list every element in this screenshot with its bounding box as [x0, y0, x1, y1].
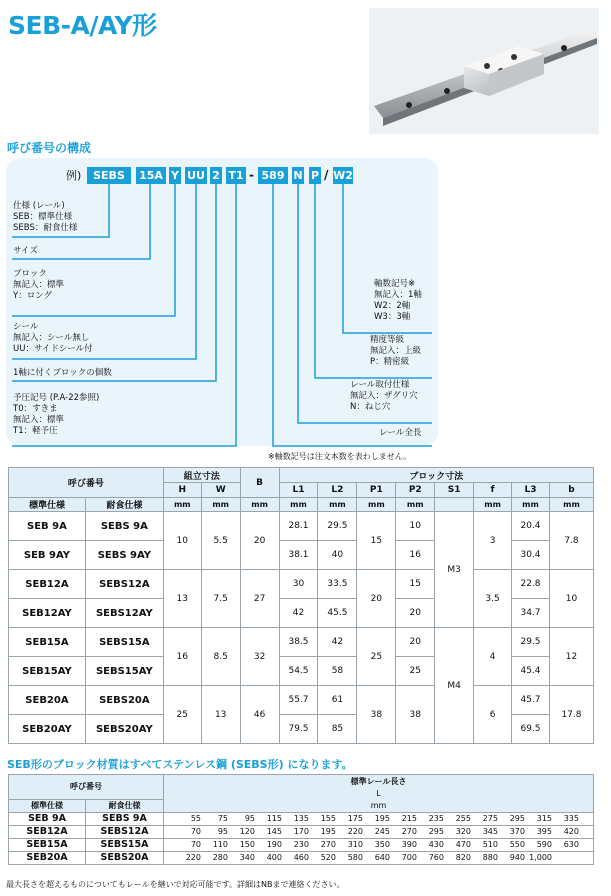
rail-spec-cor: SEBS：耐食仕様 [13, 223, 78, 233]
cell-L2: 58 [318, 657, 357, 686]
cell-L2: 29.5 [318, 512, 357, 541]
rail-length-value: 1,000 [529, 853, 552, 862]
rail-length-value: 195 [320, 827, 336, 836]
header-S1: S1 [435, 483, 474, 498]
len-cor-model: SEBS 9A [86, 812, 164, 825]
cell-P2: 20 [396, 599, 435, 628]
rail-length-value: 370 [509, 827, 525, 836]
section-title-designation: 呼び番号の構成 [7, 141, 92, 155]
len-header-call-no: 呼び番号 [9, 775, 164, 800]
rail-length-value: 75 [217, 814, 228, 823]
rail-length-value: 310 [347, 840, 363, 849]
accuracy-title: 精度等級 [370, 335, 405, 345]
header-f: f [474, 483, 512, 498]
cell-L1: 30 [279, 570, 318, 599]
section-title-material: SEB形のブロック材質はすべてステンレス鋼 (SEBS形) になります。 [7, 758, 353, 771]
std-model: SEB20A [9, 686, 86, 715]
cell-L3: 45.7 [512, 686, 550, 715]
len-std-model: SEB20A [9, 851, 86, 864]
len-header-cor: 耐食仕様 [86, 799, 164, 812]
rail-length-value: 195 [374, 814, 390, 823]
axis-3: W3：3軸 [374, 312, 411, 322]
header-b: b [549, 483, 593, 498]
cell-P2: 15 [396, 570, 435, 599]
unit: mm [240, 498, 279, 512]
len-values [164, 825, 594, 838]
cell-H: 25 [163, 686, 201, 744]
header-L3: L3 [512, 483, 550, 498]
rail-length-value: 460 [293, 853, 309, 862]
preload-t1: T1：軽予圧 [13, 426, 58, 436]
unit-blank [435, 498, 474, 512]
cell-L1: 79.5 [279, 715, 318, 744]
cell-L1: 42 [279, 599, 318, 628]
unit: mm [163, 498, 201, 512]
blocks-per-axis-label: 1軸に付くブロックの個数 [13, 368, 112, 378]
rail-length-value: 110 [212, 840, 228, 849]
accuracy-precision: P：精密級 [370, 357, 410, 367]
rail-length-value: 940 [509, 853, 525, 862]
rail-length-value: 340 [239, 853, 255, 862]
rail-length-value: 120 [239, 827, 255, 836]
std-model: SEB15AY [9, 657, 86, 686]
cell-L1: 28.1 [279, 512, 318, 541]
code-series: SEBS [87, 167, 131, 184]
rail-length-value: 350 [374, 840, 390, 849]
code-rail-length: 589 [258, 167, 288, 184]
header-W: W [201, 483, 240, 498]
cell-P2: 38 [396, 686, 435, 744]
cell-P2: 16 [396, 541, 435, 570]
cor-model: SEBS20A [85, 686, 163, 715]
cor-model: SEBS12A [85, 570, 163, 599]
rail-length-value: 335 [563, 814, 579, 823]
block-std: 無記入：標準 [13, 280, 65, 290]
rail-length-value: 880 [482, 853, 498, 862]
code-block-count: 2 [210, 167, 222, 184]
len-std-model: SEB 9A [9, 812, 86, 825]
rail-length-value: 70 [190, 827, 201, 836]
rail-length-value: 470 [455, 840, 471, 849]
rail-length-table [8, 774, 594, 865]
rail-length-value: 220 [185, 853, 201, 862]
axis-note: ※軸数記号は注文本数を表わしません。 [268, 452, 412, 461]
cell-L2: 33.5 [318, 570, 357, 599]
code-accuracy: P [310, 169, 320, 182]
code-seal: UU [185, 167, 207, 184]
bottom-note: 最大長さを超えるものについてもレールを継いで対応可能です。詳細はNBまで連絡ください。 [6, 880, 345, 889]
unit: mm [512, 498, 550, 512]
rail-length-value: 170 [293, 827, 309, 836]
preload-title: 予圧記号 (P.A-22参照) [13, 393, 100, 403]
rail-length-value: 270 [401, 827, 417, 836]
cell-L3: 22.8 [512, 570, 550, 599]
len-std-model: SEB15A [9, 838, 86, 851]
len-header-title: 標準レール長さ [164, 775, 594, 788]
rail-length-value: 510 [482, 840, 498, 849]
len-header-symbol: L [164, 787, 594, 799]
rail-length-label: レール全長 [379, 428, 422, 438]
header-P2: P2 [396, 483, 435, 498]
unit: mm [357, 498, 396, 512]
cell-f: 3 [474, 512, 512, 570]
cell-P2: 10 [396, 512, 435, 541]
rail-length-value: 145 [266, 827, 282, 836]
cell-W: 7.5 [201, 570, 240, 628]
cell-S1: M4 [435, 628, 474, 744]
axis-title: 軸数記号※ [374, 279, 416, 289]
cell-W: 5.5 [201, 512, 240, 570]
rail-length-value: 95 [217, 827, 228, 836]
cell-H: 13 [163, 570, 201, 628]
cell-P1: 25 [357, 628, 396, 686]
cor-model: SEBS20AY [85, 715, 163, 744]
len-std-model: SEB12A [9, 825, 86, 838]
header-H: H [163, 483, 201, 498]
cell-f: 4 [474, 628, 512, 686]
code-separator-slash: / [324, 168, 329, 182]
rail-length-value: 295 [428, 827, 444, 836]
seal-title: シール [13, 322, 39, 332]
cell-P2: 20 [396, 628, 435, 657]
cell-L2: 45.5 [318, 599, 357, 628]
len-values [164, 851, 594, 864]
unit: mm [474, 498, 512, 512]
rail-length-value: 430 [428, 840, 444, 849]
rail-mount-counterbore: 無記入：ザグリ穴 [350, 391, 418, 401]
cell-b: 12 [549, 628, 593, 686]
header-std: 標準仕様 [9, 498, 86, 512]
rail-length-value: 150 [239, 840, 255, 849]
rail-length-value: 135 [293, 814, 309, 823]
cell-L3: 34.7 [512, 599, 550, 628]
cor-model: SEBS 9A [85, 512, 163, 541]
preload-std: 無記入：標準 [13, 415, 65, 425]
header-B: B [240, 468, 279, 498]
cell-L3: 69.5 [512, 715, 550, 744]
rail-mount-title: レール取付仕様 [350, 380, 410, 390]
rail-length-value: 760 [428, 853, 444, 862]
cell-L3: 30.4 [512, 541, 550, 570]
rail-length-value: 420 [563, 827, 579, 836]
example-prefix: 例) [66, 169, 82, 182]
dimension-table [8, 467, 594, 744]
len-header-unit: mm [164, 799, 594, 812]
code-rail-mount: N [293, 169, 303, 182]
seal-uu: UU：サイドシール付 [13, 344, 93, 354]
cell-W: 8.5 [201, 628, 240, 686]
rail-length-value: 640 [374, 853, 390, 862]
rail-length-value: 630 [563, 840, 579, 849]
header-P1: P1 [357, 483, 396, 498]
cell-L3: 45.4 [512, 657, 550, 686]
cell-P1: 38 [357, 686, 396, 744]
cell-W: 13 [201, 686, 240, 744]
code-preload: T1 [226, 167, 246, 184]
cell-L2: 42 [318, 628, 357, 657]
cor-model: SEBS15AY [85, 657, 163, 686]
len-header-std: 標準仕様 [9, 799, 86, 812]
axis-1: 無記入：1軸 [374, 290, 422, 300]
code-axis: W2 [333, 169, 353, 182]
accuracy-high: 無記入：上級 [370, 346, 422, 356]
rail-length-value: 230 [293, 840, 309, 849]
rail-length-value: 320 [455, 827, 471, 836]
rail-length-value: 215 [401, 814, 417, 823]
rail-length-value: 315 [536, 814, 552, 823]
rail-length-value: 245 [374, 827, 390, 836]
rail-length-value: 70 [190, 840, 201, 849]
rail-length-value: 590 [536, 840, 552, 849]
block-title: ブロック [13, 269, 47, 279]
header-L2: L2 [318, 483, 357, 498]
rail-length-value: 400 [266, 853, 282, 862]
cell-P1: 20 [357, 570, 396, 628]
cell-b: 10 [549, 570, 593, 628]
rail-length-value: 280 [212, 853, 228, 862]
cell-L2: 40 [318, 541, 357, 570]
unit: mm [396, 498, 435, 512]
page-title: SEB-A/AY形 [8, 11, 157, 40]
rail-spec-std: SEB：標準仕様 [13, 212, 73, 222]
rail-length-value: 155 [320, 814, 336, 823]
rail-spec-title: 仕様 (レール) [13, 201, 65, 211]
len-cor-model: SEBS15A [86, 838, 164, 851]
cell-L1: 54.5 [279, 657, 318, 686]
len-values [164, 812, 594, 825]
rail-length-value: 220 [347, 827, 363, 836]
cell-f: 3.5 [474, 570, 512, 628]
len-values [164, 838, 594, 851]
rail-length-value: 700 [401, 853, 417, 862]
rail-length-value: 520 [320, 853, 336, 862]
rail-length-value: 390 [401, 840, 417, 849]
cell-P1: 15 [357, 512, 396, 570]
std-model: SEB 9AY [9, 541, 86, 570]
unit: mm [279, 498, 318, 512]
code-size: 15A [136, 167, 166, 184]
header-assembly: 組立寸法 [163, 468, 240, 483]
block-long: Y：ロング [13, 291, 53, 301]
std-model: SEB12A [9, 570, 86, 599]
cor-model: SEBS15A [85, 628, 163, 657]
unit: mm [318, 498, 357, 512]
cell-B: 46 [240, 686, 279, 744]
cor-model: SEBS 9AY [85, 541, 163, 570]
rail-length-value: 115 [266, 814, 282, 823]
std-model: SEB 9A [9, 512, 86, 541]
header-call-no: 呼び番号 [9, 468, 164, 498]
cell-H: 16 [163, 628, 201, 686]
std-model: SEB12AY [9, 599, 86, 628]
rail-length-value: 190 [266, 840, 282, 849]
header-cor: 耐食仕様 [85, 498, 163, 512]
rail-length-value: 55 [190, 814, 201, 823]
rail-length-value: 255 [455, 814, 471, 823]
cell-b: 7.8 [549, 512, 593, 570]
cell-L1: 38.1 [279, 541, 318, 570]
rail-length-value: 295 [509, 814, 525, 823]
std-model: SEB20AY [9, 715, 86, 744]
rail-length-value: 820 [455, 853, 471, 862]
rail-length-value: 95 [244, 814, 255, 823]
rail-length-value: 345 [482, 827, 498, 836]
rail-length-value: 235 [428, 814, 444, 823]
rail-length-value: 395 [536, 827, 552, 836]
cell-S1: M3 [435, 512, 474, 628]
seal-none: 無記入：シール無し [13, 333, 90, 343]
rail-length-value: 175 [347, 814, 363, 823]
unit: mm [201, 498, 240, 512]
len-cor-model: SEBS20A [86, 851, 164, 864]
cell-f: 6 [474, 686, 512, 744]
rail-length-value: 550 [509, 840, 525, 849]
rail-length-value: 270 [320, 840, 336, 849]
cell-L2: 61 [318, 686, 357, 715]
cell-L3: 20.4 [512, 512, 550, 541]
code-block: Y [169, 167, 181, 184]
cell-L2: 85 [318, 715, 357, 744]
len-cor-model: SEBS12A [86, 825, 164, 838]
code-separator-dash: - [249, 168, 254, 182]
header-block-dim: ブロック寸法 [279, 468, 593, 483]
rail-length-value: 580 [347, 853, 363, 862]
cell-P2: 25 [396, 657, 435, 686]
preload-t0: T0：すきま [13, 404, 58, 414]
std-model: SEB15A [9, 628, 86, 657]
cell-L1: 38.5 [279, 628, 318, 657]
header-L1: L1 [279, 483, 318, 498]
rail-mount-tapped: N：ねじ穴 [350, 402, 391, 412]
cell-B: 20 [240, 512, 279, 570]
rail-length-value: 275 [482, 814, 498, 823]
cell-b: 17.8 [549, 686, 593, 744]
cell-L3: 29.5 [512, 628, 550, 657]
cell-B: 32 [240, 628, 279, 686]
cell-L1: 55.7 [279, 686, 318, 715]
cell-B: 27 [240, 570, 279, 628]
size-label: サイズ [13, 246, 38, 256]
unit: mm [549, 498, 593, 512]
cell-H: 10 [163, 512, 201, 570]
axis-2: W2：2軸 [374, 301, 411, 311]
cor-model: SEBS12AY [85, 599, 163, 628]
